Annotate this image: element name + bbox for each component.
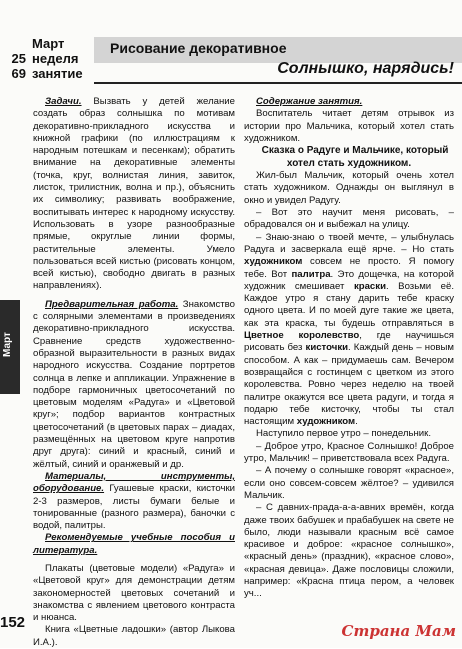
- content-heading: Содержание занятия.: [256, 96, 363, 107]
- story-paragraph-4: Наступило первое утро – понедельник.: [256, 428, 432, 440]
- story-paragraph-1: Жил-был Мальчик, который очень хотел стать художником. Однажды он выглянул в окно и увидел Радугу.: [244, 170, 454, 206]
- story-paragraph-7: – С давних-прада-а-а-авних времён, когда даже твоих бабушек и прабабушек на свете не было, люди называли красным всё самое красивое и доброе: «красное солнышко», «красный день» (праздник), «красное слово», «красная девица». Даже пословицы сложили, например: «Красна птица пером, а человек уч...: [244, 502, 454, 600]
- story-paragraph-5: – Доброе утро, Красное Солнышко! Доброе утро, Мальчик! – приветствовала всех Радуга.: [244, 440, 454, 465]
- section-title: Рисование декоративное: [110, 40, 287, 56]
- left-column: [33, 96, 235, 649]
- materials-paragraph: Материалы, инструменты, оборудование. Гуашевые краски, кисточки 2-3 размеров, листы бумаги белые и тонированные (разного размера), баночки с водой, палитры.: [33, 470, 235, 532]
- story-title: Сказка о Радуге и Мальчике, который хотел стать художником.: [261, 145, 449, 169]
- week-number: 25: [11, 51, 26, 66]
- intro-paragraph: Воспитатель читает детям отрывок из истории про Мальчика, который хотел стать художником.: [244, 108, 454, 144]
- lesson-number: 69: [11, 66, 26, 81]
- lesson-title: Солнышко, нарядись!: [277, 60, 454, 77]
- week-label: неделя: [32, 51, 79, 66]
- literature-heading: Рекомендуемые учебные пособия и литература.: [33, 532, 235, 556]
- site-watermark: Страна Мам: [341, 622, 456, 640]
- tasks-paragraph: Задачи. Вызвать у детей желание создать образ солнышка по мотивам декоративно-прикладного искусства и книжной графики (по иллюстрациям к народным потешкам и песенкам); обратить внимание на декоративные элементы (точка, круг, волнистая линия, завиток, листок, трилистник, волна и пр.), объяснить их символику; развивать воображение, воспитывать интерес к народному искусству. Использовать в узоре разнообразные прямые, округлые линии формы, растительные элементы. Умело пользоваться всей кистью (рисовать концом, всей кистью), свободно двигать в разных направлениях).: [33, 96, 235, 292]
- side-tab-label: Март: [2, 332, 13, 358]
- story-paragraph-2: – Вот это научит меня рисовать, – обрадовался он и выбежал на улицу.: [244, 207, 454, 231]
- story-paragraph-3: – Знаю-знаю о твоей мечте, – улыбнулась Радуга и засверкала ещё ярче. – Но стать художником совсем не просто. Я помогу тебе. Вот палитра. Это дощечка, на которой художник смешивает краски. Возьми её. Каждое утро я стану дарить тебе краску одного цвета. И по моей дуге такие же цвета, как эта краска, ты будешь отправляться в Цветное королевство, где научишься рисовать без кисточки. Каждый день – новым способом. А как – придумаешь сам. Вечером возвращайся с гостинцем с цветком из этого королевства. Ровно через неделю на твоей палитре окажутся все цвета радуги, и тогда я подарю тебе кисточку, чтобы ты стал настоящим художником.: [244, 231, 454, 428]
- right-column: [244, 96, 454, 601]
- month-label: Март: [32, 36, 65, 51]
- posters-paragraph: Плакаты (цветовые модели) «Радуга» и «Цветовой круг» для демонстрации детям закономерностей цветовых сочетаний и знакомства с явлением цветового контраста и нюанса.: [33, 562, 235, 624]
- prep-paragraph: Предварительная работа. Знакомство с солярными элементами в произведениях декоративно-прикладного искусства. Сравнение средств художественно-образной выразительности в разных видах народного искусства. Создание портретов солнца в лепке и аппликации. Упражнение в подборе гармоничных цветосочетаний по цветовым моделям «Радуга» и «Цветовой круг»; подбор вариантов контрастных цветосочетаний (в цветовых парах – диадах, размещённых на цветовом круге напротив друг друга): синий и красный, синий и жёлтый, синий и оранжевый и др.: [33, 298, 235, 470]
- page-number: 152: [0, 614, 26, 631]
- header-rule: [94, 82, 462, 84]
- lesson-label: занятие: [32, 66, 83, 81]
- book-paragraph: Книга «Цветные ладошки» (автор Лыкова И.А.).: [33, 624, 235, 648]
- story-paragraph-6: – А почему о солнышке говорят «красное», если оно совсем-совсем жёлтое? – удивился Мальчик.: [244, 465, 454, 501]
- header-date-block: [0, 36, 92, 92]
